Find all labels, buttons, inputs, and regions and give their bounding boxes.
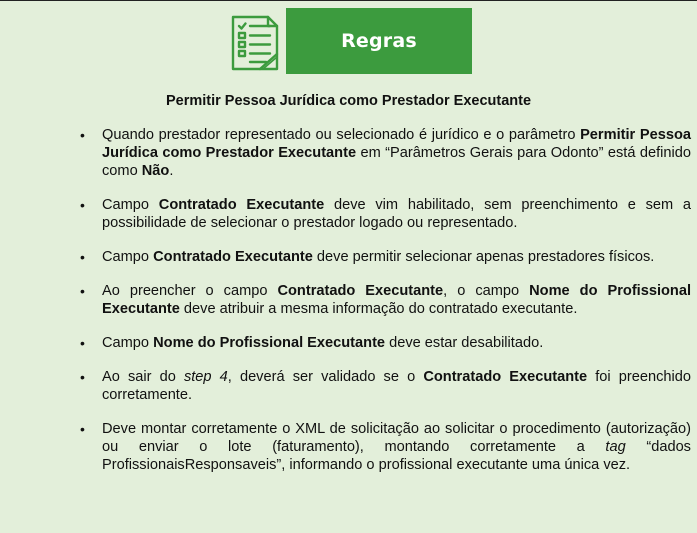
rule-text: Quando prestador representado ou selecionado é jurídico e o parâmetro — [102, 127, 581, 143]
rule-text: Ao sair do — [102, 369, 184, 385]
rule-item — [0, 420, 697, 474]
rule-text: , deverá ser validado se o — [227, 369, 424, 385]
rule-text-bold: Nome do Profissional Executante — [102, 283, 692, 317]
rule-text-bold: Nome do Profissional Executante — [153, 335, 386, 351]
section-subtitle — [0, 93, 697, 109]
checklist-document-icon — [230, 14, 280, 72]
bullet-icon: • — [80, 421, 85, 437]
rule-item — [0, 196, 697, 232]
bullet-icon: • — [80, 249, 85, 265]
rule-text: deve vim habilitado, sem preenchimento e sem a possibilidade de selecionar o prestador logado ou representado. — [102, 197, 692, 231]
rule-text-italic: step 4 — [183, 369, 228, 385]
rule-text-bold: Contratado Executante — [153, 249, 313, 265]
rule-text-bold: Contratado Executante — [423, 369, 588, 385]
rule-text: deve estar desabilitado. — [385, 335, 544, 351]
rule-text: deve permitir selecionar apenas prestadores físicos. — [312, 249, 655, 265]
page-title: Regras — [341, 30, 417, 52]
rule-text: Ao preencher o campo — [102, 283, 278, 299]
rule-text-bold: Não — [141, 163, 170, 179]
rule-item — [0, 368, 697, 404]
rule-text-bold: Contratado Executante — [158, 197, 325, 213]
rules-list — [0, 126, 697, 490]
rule-text: , o campo — [443, 283, 530, 299]
rule-text: deve atribuir a mesma informação do contratado executante. — [179, 301, 578, 317]
title-banner — [286, 8, 472, 74]
bullet-icon: • — [80, 197, 85, 213]
rule-text: . — [169, 163, 174, 179]
rule-text: foi preenchido corretamente. — [102, 369, 691, 403]
bullet-icon: • — [80, 369, 85, 385]
rule-text: em “Parâmetros Gerais para Odonto” está definido como — [102, 145, 691, 179]
rule-text-italic: tag — [605, 439, 626, 455]
rule-item — [0, 282, 697, 318]
rule-text: “dados ProfissionaisResponsaveis”, informando o profissional executante uma única vez. — [102, 439, 691, 473]
header — [230, 8, 472, 74]
rule-text: Deve montar corretamente o XML de solicitação ao solicitar o procedimento (autorização) ou enviar o lote (faturamento), montando corretamente a — [102, 421, 691, 455]
subtitle-text: Permitir Pessoa Jurídica como Prestador Executante — [165, 93, 532, 109]
rule-text-bold: Permitir Pessoa Jurídica como Prestador Executante — [102, 127, 691, 161]
rule-item — [0, 126, 697, 180]
rule-item — [0, 334, 697, 352]
bullet-icon: • — [80, 127, 85, 143]
rule-text: Campo — [102, 197, 159, 213]
rule-item — [0, 248, 697, 266]
rule-text: Campo — [102, 335, 154, 351]
rule-text-bold: Contratado Executante — [277, 283, 444, 299]
rule-text: Campo — [102, 249, 154, 265]
bullet-icon: • — [80, 335, 85, 351]
bullet-icon: • — [80, 283, 85, 299]
